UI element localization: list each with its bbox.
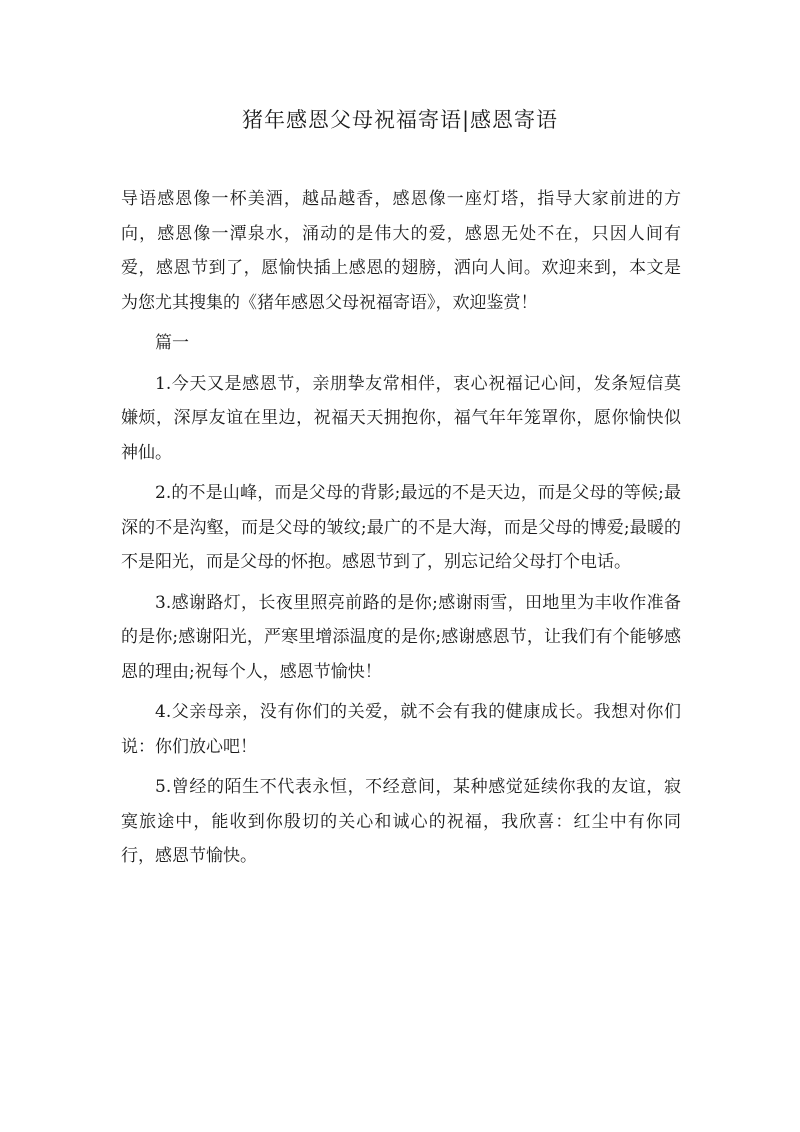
list-item: 2.的不是山峰，而是父母的背影;最远的不是天边，而是父母的等候;最深的不是沟壑，而是父母的皱纹;最广的不是大海，而是父母的博爱;最暖的不是阳光，而是父母的怀抱。感恩节到了，别忘记给父母打个电话。 <box>121 483 681 572</box>
section-heading: 篇一 <box>155 333 189 353</box>
list-item: 4.父亲母亲，没有你们的关爱，就不会有我的健康成长。我想对你们说：你们放心吧！ <box>121 702 681 757</box>
intro-paragraph: 导语感恩像一杯美酒，越品越香，感恩像一座灯塔，指导大家前进的方向，感恩像一潭泉水，涌动的是伟大的爱，感恩无处不在，只因人间有爱，感恩节到了，愿愉快插上感恩的翅膀，洒向人间。欢迎来到，本文是为您尤其搜集的《猪年感恩父母祝福寄语》，欢迎鉴赏！ <box>121 189 681 313</box>
document-body <box>121 182 681 874</box>
list-item: 3.感谢路灯，长夜里照亮前路的是你;感谢雨雪，田地里为丰收作准备的是你;感谢阳光，严寒里增添温度的是你;感谢感恩节，让我们有个能够感恩的理由;祝每个人，感恩节愉快！ <box>121 592 681 682</box>
list-item: 1.今天又是感恩节，亲朋挚友常相伴，衷心祝福记心间，发条短信莫嫌烦，深厚友谊在里边，祝福天天拥抱你，福气年年笼罩你，愿你愉快似神仙。 <box>121 373 681 463</box>
page-title: 猪年感恩父母祝福寄语|感恩寄语 <box>241 108 559 132</box>
list-item: 5.曾经的陌生不代表永恒，不经意间，某种感觉延续你我的友谊，寂寞旅途中，能收到你殷切的关心和诚心的祝福，我欣喜：红尘中有你同行，感恩节愉快。 <box>121 777 681 866</box>
